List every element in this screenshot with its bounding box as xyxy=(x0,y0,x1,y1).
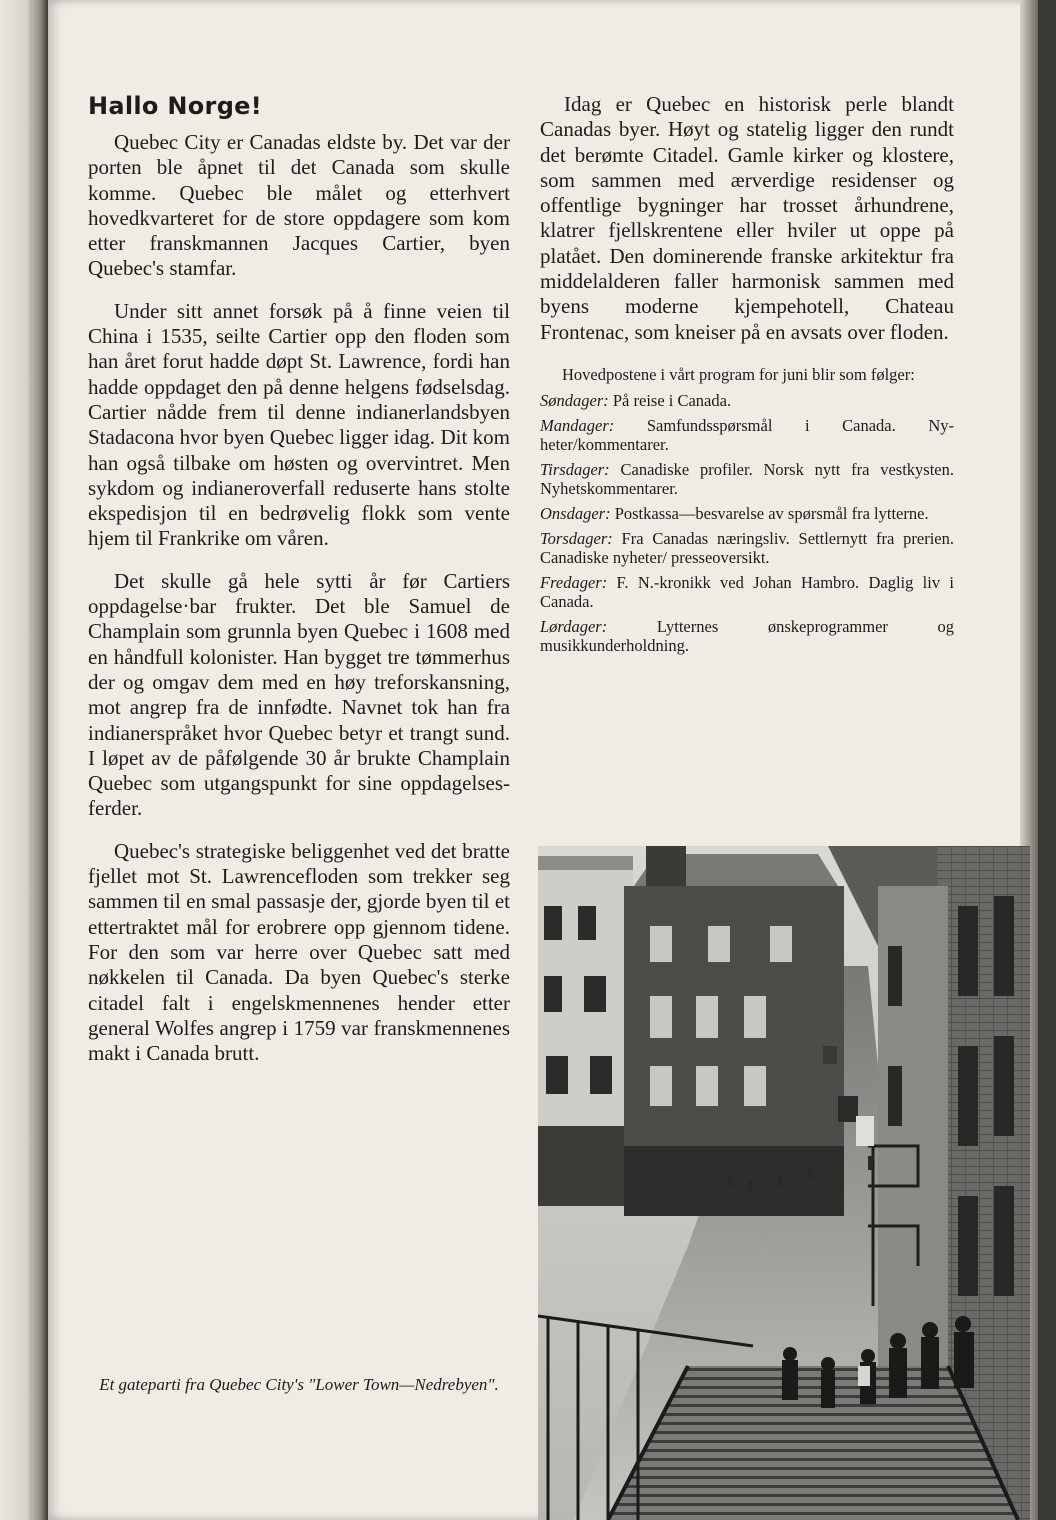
program-day: Torsdager: xyxy=(540,528,613,548)
program-item xyxy=(540,391,954,410)
photo-caption: Et gateparti fra Quebec City's "Lower Town—Nedrebyen". xyxy=(99,1375,499,1394)
program-item xyxy=(540,504,954,523)
right-column xyxy=(540,92,954,661)
program-day: Mandager: xyxy=(540,415,615,435)
program-item xyxy=(540,416,954,454)
program-text: Samfundsspørsmål i Canada. Nyheter/kommentarer. xyxy=(540,415,955,454)
program-text: Postkassa—besvarelse av spørsmål fra lytterne. xyxy=(614,503,929,523)
program-text: På reise i Canada. xyxy=(612,390,732,410)
program-day: Fredager: xyxy=(540,572,608,592)
program-text: Canadiske profiler. Norsk nytt fra vestkysten. Nyhetskommentarer. xyxy=(540,459,954,498)
program-day: Tirsdager: xyxy=(540,459,610,479)
paragraph-cartier: Under sitt annet forsøk på å finne veien til China i 1535, seilte Cartier opp den floden som han året forut hadde døpt St. Lawrence, fordi han hadde oppdaget den på denne helgens fødselsdag. Cartier nådde frem til denne indianerlandsbyen Stadacona hvor byen Quebec ligger idag. Dit kom han også tilbake om høsten og overvintret. Men sykdom og indianeroverfall reduserte hans stolte ekspedisjon til en bedrøvelig flokk som vente hjem til Frankrike om våren. xyxy=(88,298,510,551)
program-item xyxy=(540,529,954,567)
street-photo xyxy=(538,846,1030,1520)
program-item xyxy=(540,460,954,498)
program-text: Lytternes ønskeprogrammer og musikkunderholdning. xyxy=(540,616,954,655)
program-item xyxy=(540,617,954,655)
paragraph-today: Idag er Quebec en historisk perle blandt Canadas byer. Høyt og statelig ligger den rundt det berømte Citadel. Gamle kirker og klostere, som sammen med ærverdige residenser og offentlige bygninger har trosset århundrene, klatrer fjellskrentene eller hviler ut oppe på platået. Den dominerende franske arkitektur fra middelalderen faller harmonisk sammen med byens moderne kjempehotell, Chateau Frontenac, som kneiser på en avsats over floden. xyxy=(540,92,954,344)
program-list xyxy=(540,391,954,655)
program-day: Søndager: xyxy=(540,390,609,410)
program-intro: Hovedpostene i vårt program for juni blir som følger: xyxy=(562,364,915,384)
spine-line xyxy=(30,0,32,1520)
program-day: Onsdager: xyxy=(540,503,611,523)
page-title: Hallo Norge! xyxy=(88,92,262,120)
paragraph-champlain: Det skulle gå hele sytti år før Cartiers oppdagelse·bar frukter. Det ble Samuel de Champlain som grunnla byen Quebec i 1608 med en håndfull kolonister. Han bygget tre tømmerhus der og omgav dem med en høy treforskansning, mot angrep fra de innfødte. Navnet tok han fra indianerspråket hvor Quebec betyr et trangt sund. I løpet av de påfølgende 30 år brukte Champlain Quebec som utgangspunkt for sine oppdagelsesferder. xyxy=(88,568,510,821)
program-day: Lørdager: xyxy=(540,616,608,636)
left-column xyxy=(88,92,510,1083)
binding-gutter xyxy=(0,0,48,1520)
program-item xyxy=(540,573,954,611)
program-text: F. N.-kronikk ved Johan Hambro. Daglig liv i Canada. xyxy=(540,572,954,611)
paragraph-strategy: Quebec's strategiske beliggenhet ved det bratte fjellet mot St. Lawrencefloden som trekker seg sammen til en smal passasje der, gjorde byen til et ettertraktet mål for erobrere opp gjennom tidene. For den som var herre over Quebec satt med nøkkelen til Canada. Da byen Quebec's sterke citadel falt i engelskmennenes hender etter general Wolfes angrep i 1759 var franskmennenes makt i Canada brutt. xyxy=(88,838,510,1066)
program-text: Fra Canadas næringsliv. Settlernytt fra prerien. Canadiske nyheter/ presseoversikt. xyxy=(540,528,954,567)
street-photo-illustration xyxy=(538,846,1030,1520)
paragraph-intro: Quebec City er Canadas eldste by. Det var der porten ble åpnet til det Canada som skulle komme. Quebec ble målet og etterhvert hovedkvarteret for de store oppdagere som kom etter franskmannen Jacques Cartier, byen Quebec's stamfar. xyxy=(88,130,510,281)
